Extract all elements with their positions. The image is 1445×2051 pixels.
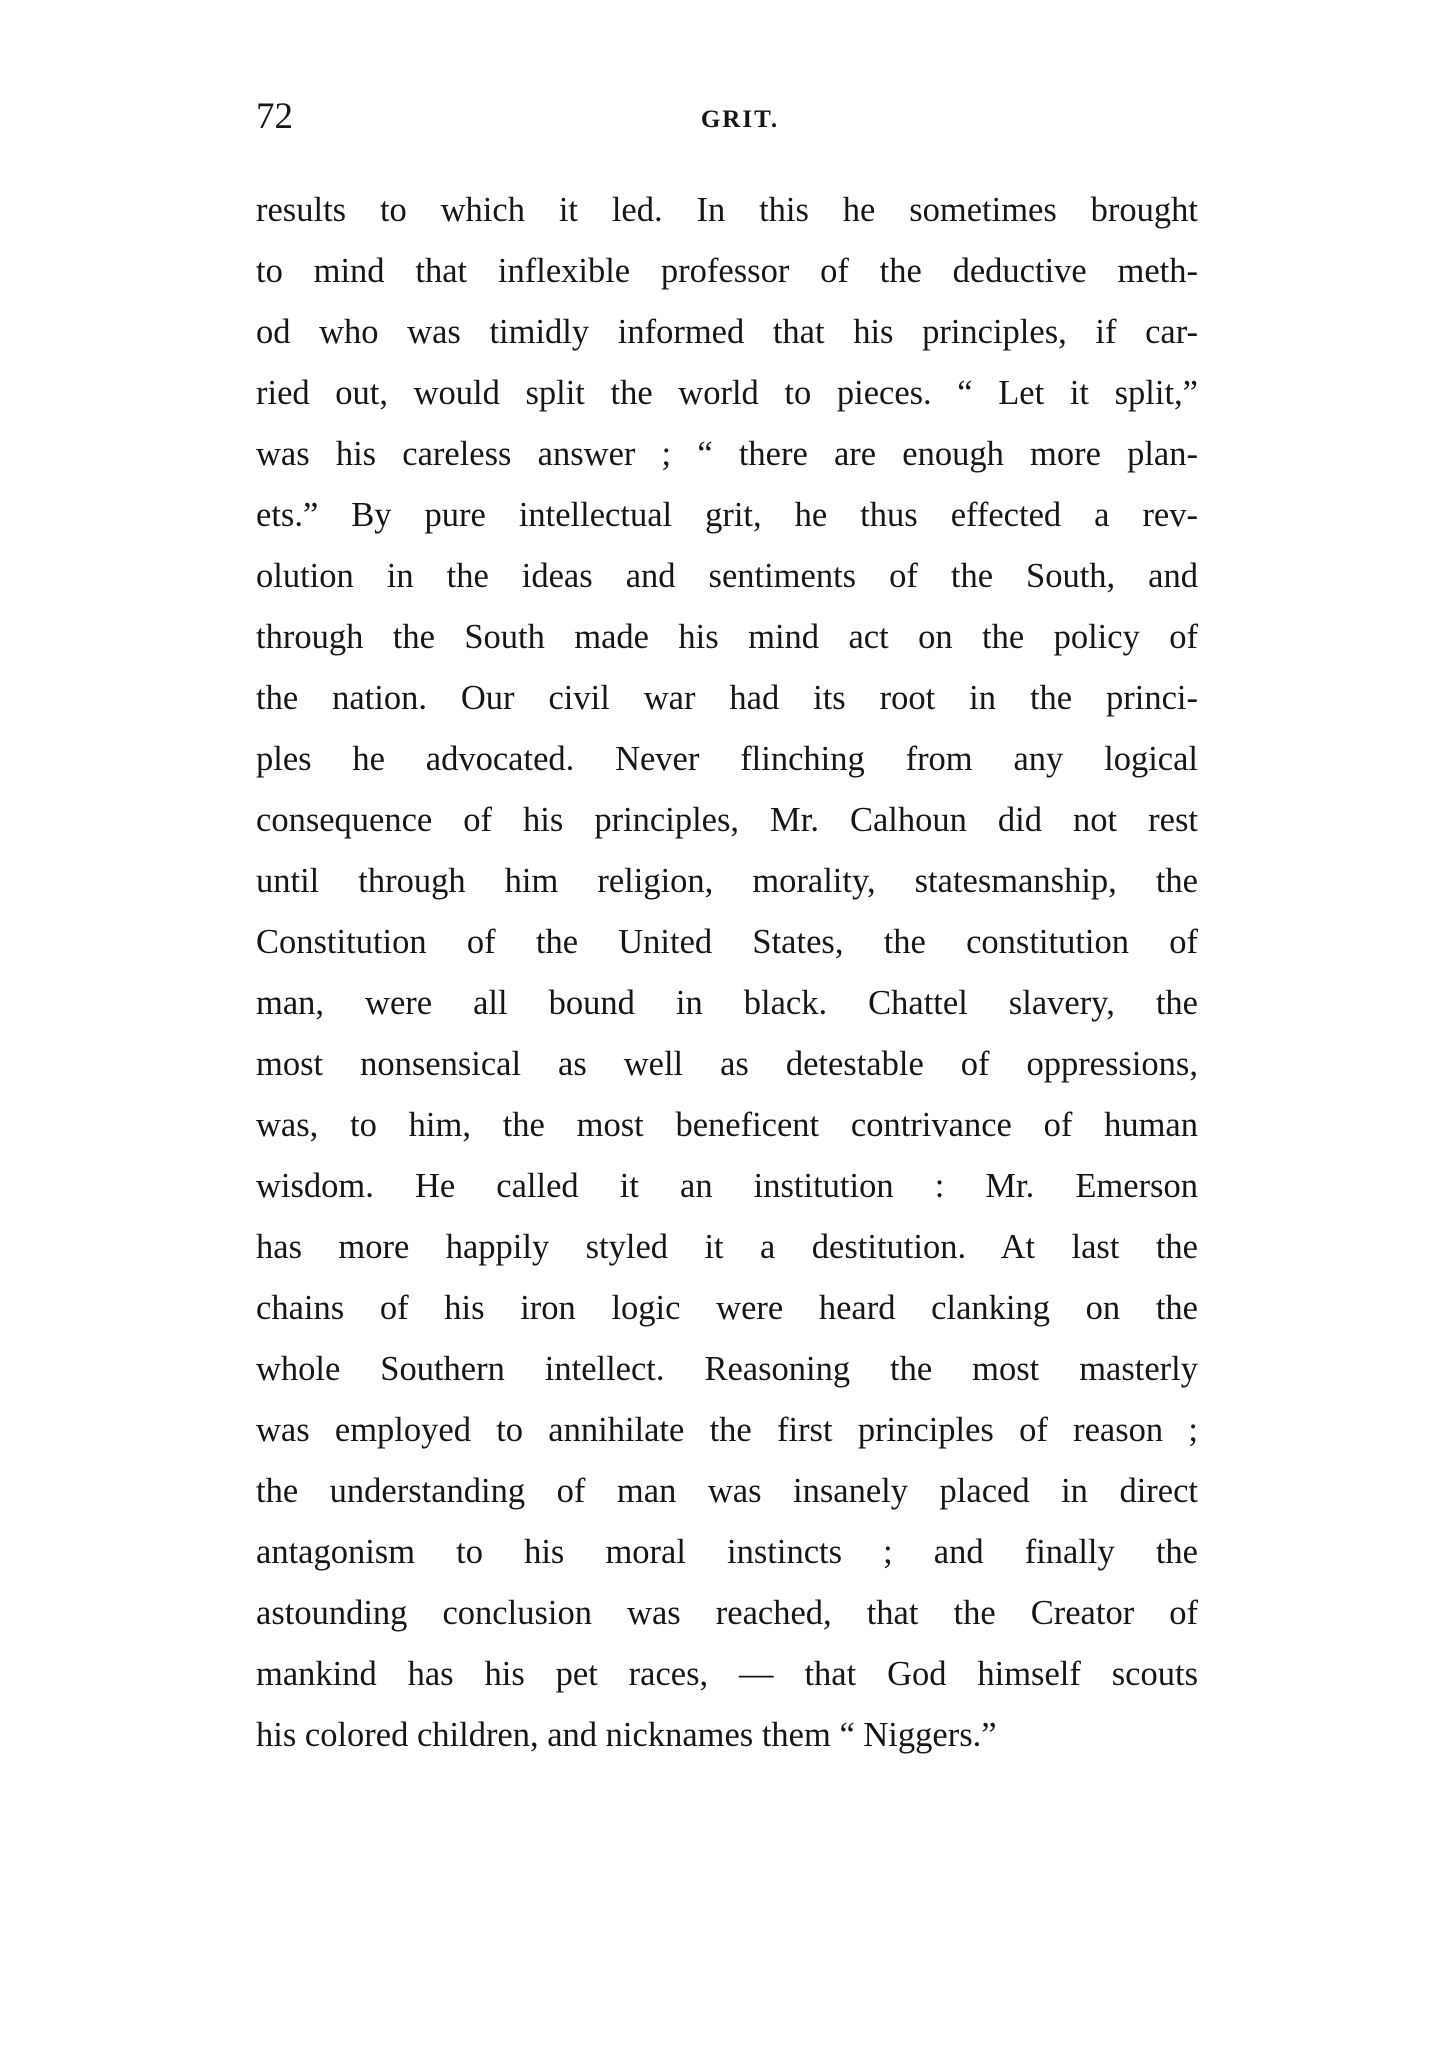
text-line: ried out, would split the world to pieces. “ Let it split,” (256, 374, 1198, 412)
text-line: was, to him, the most beneficent contrivance of human (256, 1106, 1198, 1144)
text-line: the nation. Our civil war had its root in the princi- (256, 679, 1198, 717)
text-line: consequence of his principles, Mr. Calhoun did not rest (256, 801, 1198, 839)
text-line: chains of his iron logic were heard clanking on the (256, 1289, 1198, 1327)
text-line: Constitution of the United States, the constitution of (256, 923, 1198, 961)
text-line: man, were all bound in black. Chattel slavery, the (256, 984, 1198, 1022)
running-head (256, 92, 1198, 142)
page-number: 72 (256, 96, 293, 137)
text-line: ples he advocated. Never flinching from any logical (256, 740, 1198, 778)
text-line: antagonism to his moral instincts ; and finally the (256, 1533, 1198, 1571)
text-line: olution in the ideas and sentiments of the South, and (256, 557, 1198, 595)
text-line: his colored children, and nicknames them “ Niggers.” (256, 1716, 997, 1754)
text-line: has more happily styled it a destitution. At last the (256, 1228, 1198, 1266)
text-line: the understanding of man was insanely placed in direct (256, 1472, 1198, 1510)
text-line: whole Southern intellect. Reasoning the most masterly (256, 1350, 1198, 1388)
text-line: to mind that inflexible professor of the deductive meth- (256, 252, 1198, 290)
text-line: astounding conclusion was reached, that the Creator of (256, 1594, 1198, 1632)
text-line: results to which it led. In this he sometimes brought (256, 191, 1198, 229)
text-line: was employed to annihilate the first principles of reason ; (256, 1411, 1198, 1449)
running-title: GRIT. (700, 106, 780, 133)
text-line: ets.” By pure intellectual grit, he thus effected a rev- (256, 496, 1198, 534)
text-line: through the South made his mind act on the policy of (256, 618, 1198, 656)
text-line: most nonsensical as well as detestable of oppressions, (256, 1045, 1198, 1083)
body-paragraph (256, 180, 1198, 1766)
text-line: od who was timidly informed that his principles, if car- (256, 313, 1198, 351)
text-line: wisdom. He called it an institution : Mr. Emerson (256, 1167, 1198, 1205)
text-line: until through him religion, morality, statesmanship, the (256, 862, 1198, 900)
text-line: mankind has his pet races, — that God himself scouts (256, 1655, 1198, 1693)
text-line: was his careless answer ; “ there are enough more plan- (256, 435, 1198, 473)
